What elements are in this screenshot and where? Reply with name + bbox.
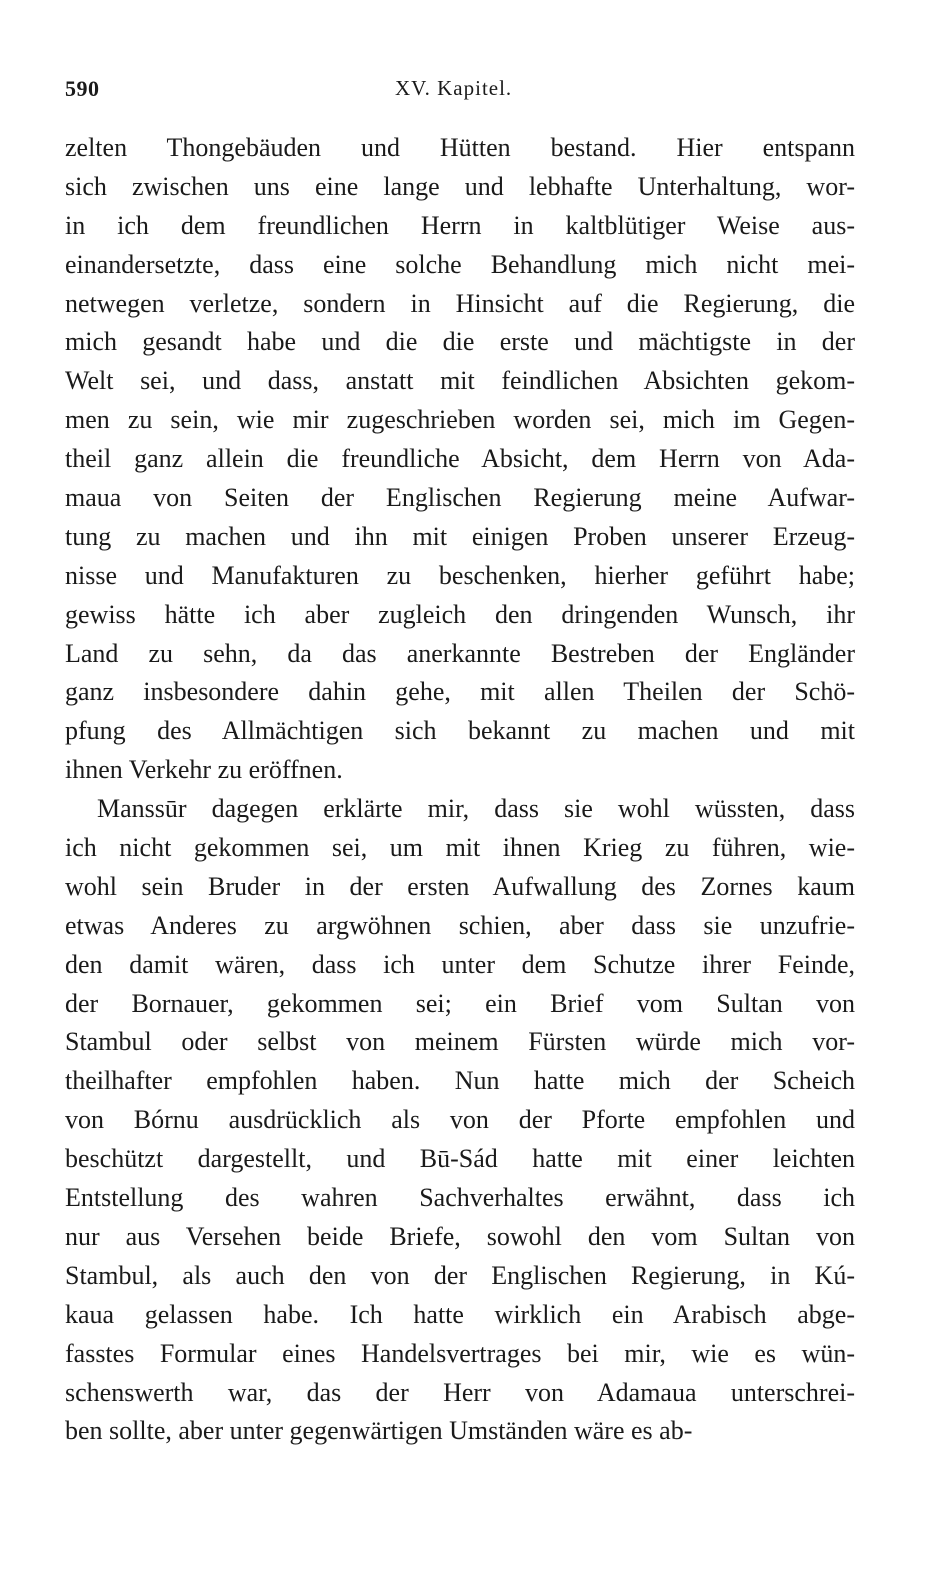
text-line: der Bornauer, gekommen sei; ein Brief vom Sultan von (65, 988, 855, 1018)
text-line: tung zu machen und ihn mit einigen Proben unserer Erzeug- (65, 521, 855, 551)
text-line: maua von Seiten der Englischen Regierung meine Aufwar- (65, 483, 855, 513)
body-text (65, 129, 855, 1451)
page-number: 590 (65, 76, 100, 101)
text-line: Stambul oder selbst von meinem Fürsten würde mich vor- (65, 1027, 855, 1057)
text-line: Entstellung des wahren Sachverhaltes erwähnt, dass ich (65, 1183, 855, 1213)
text-line: schenswerth war, das der Herr von Adamaua unterschrei- (65, 1377, 855, 1407)
text-line: beschützt dargestellt, und Bū-Sád hatte mit einer leichten (65, 1144, 855, 1174)
text-line: sich zwischen uns eine lange und lebhafte Unterhaltung, wor- (65, 171, 855, 201)
text-line: ganz insbesondere dahin gehe, mit allen Theilen der Schö- (65, 677, 855, 707)
text-line: kaua gelassen habe. Ich hatte wirklich ein Arabisch abge- (65, 1299, 855, 1329)
text-line: fasstes Formular eines Handelsvertrages bei mir, wie es wün- (65, 1338, 855, 1368)
text-line: nur aus Versehen beide Briefe, sowohl den vom Sultan von (65, 1221, 855, 1251)
page-header (65, 76, 855, 106)
text-line: theil ganz allein die freundliche Absicht, dem Herrn von Ada- (65, 444, 855, 474)
text-line: gewiss hätte ich aber zugleich den dringenden Wunsch, ihr (65, 599, 855, 629)
text-line: ben sollte, aber unter gegenwärtigen Umständen wäre es ab- (65, 1416, 693, 1446)
text-line: mich gesandt habe und die die erste und mächtigste in der (65, 327, 855, 357)
text-line: ihnen Verkehr zu eröffnen. (65, 755, 343, 785)
text-line: ich nicht gekommen sei, um mit ihnen Krieg zu führen, wie- (65, 833, 855, 863)
text-line: men zu sein, wie mir zugeschrieben worden sei, mich im Gegen- (65, 405, 855, 435)
text-line: Manssūr dagegen erklärte mir, dass sie wohl wüssten, dass (97, 794, 855, 824)
text-line: Land zu sehn, da das anerkannte Bestreben der Engländer (65, 638, 855, 668)
text-line: Welt sei, und dass, anstatt mit feindlichen Absichten gekom- (65, 366, 855, 396)
text-line: zelten Thongebäuden und Hütten bestand. Hier entspann (65, 133, 855, 162)
text-line: pfung des Allmächtigen sich bekannt zu machen und mit (65, 716, 855, 746)
text-line: nisse und Manufakturen zu beschenken, hierher geführt habe; (65, 560, 855, 590)
paragraph (65, 790, 855, 1451)
text-line: den damit wären, dass ich unter dem Schutze ihrer Feinde, (65, 949, 855, 979)
text-line: theilhafter empfohlen haben. Nun hatte mich der Scheich (65, 1066, 855, 1096)
running-head: XV. Kapitel. (395, 76, 513, 100)
paragraph (65, 129, 855, 790)
text-line: netwegen verletze, sondern in Hinsicht auf die Regierung, die (65, 288, 855, 318)
text-line: in ich dem freundlichen Herrn in kaltblütiger Weise aus- (65, 210, 855, 240)
text-line: Stambul, als auch den von der Englischen Regierung, in Kú- (65, 1260, 855, 1290)
text-line: etwas Anderes zu argwöhnen schien, aber dass sie unzufrie- (65, 910, 855, 940)
text-line: wohl sein Bruder in der ersten Aufwallung des Zornes kaum (65, 871, 855, 901)
text-line: von Bórnu ausdrücklich als von der Pforte empfohlen und (65, 1105, 855, 1135)
text-line: einandersetzte, dass eine solche Behandlung mich nicht mei- (65, 249, 855, 279)
